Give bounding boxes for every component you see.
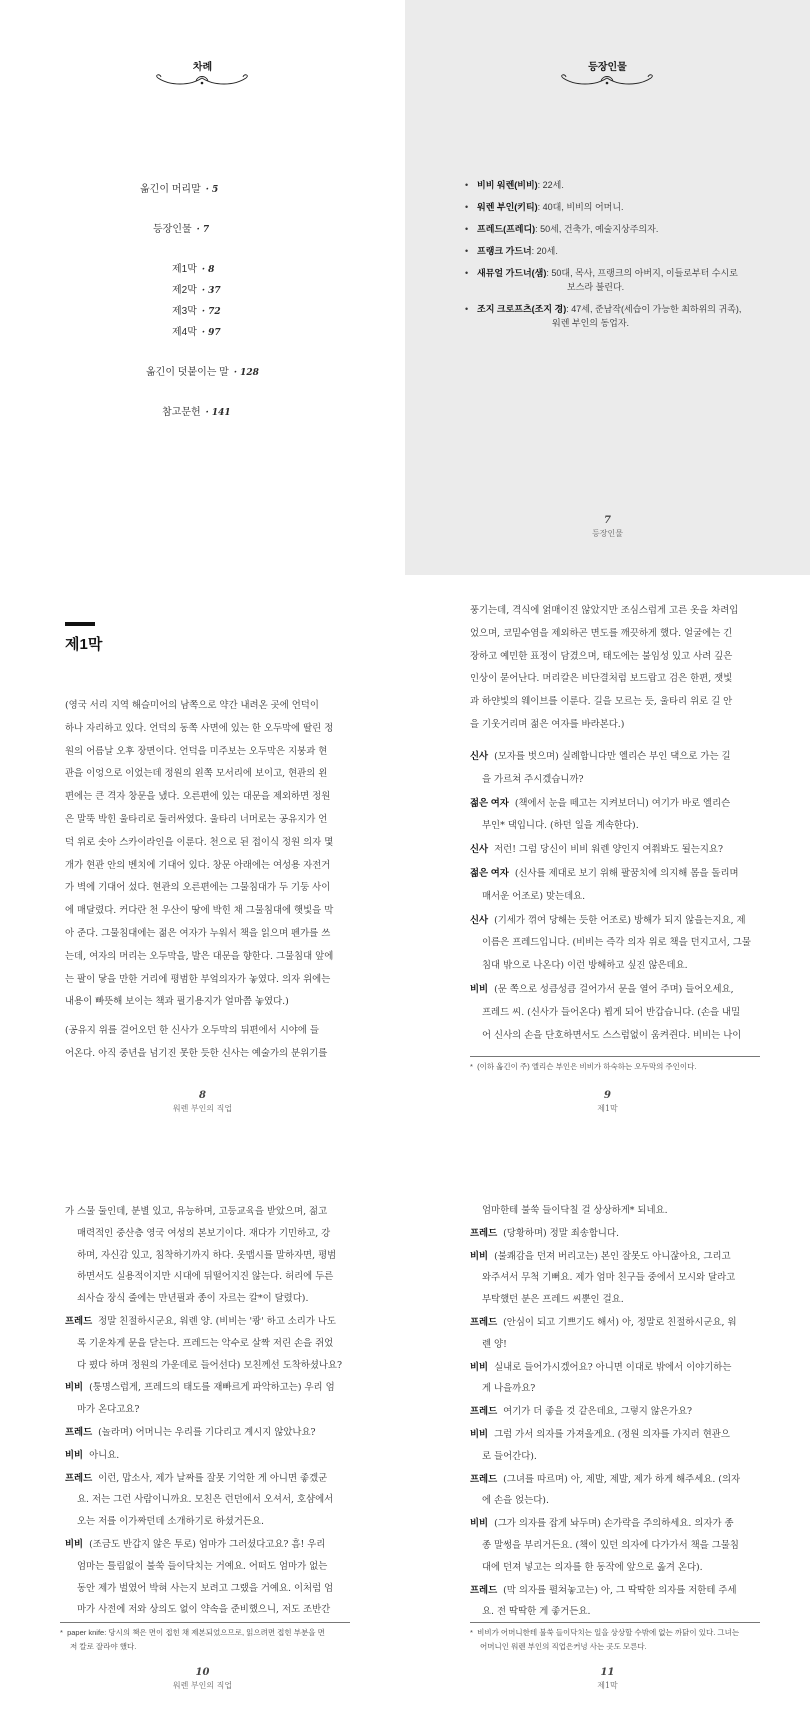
character-list (465, 178, 765, 338)
speaker-name: 프레드 (470, 1472, 498, 1484)
character-entry (465, 178, 765, 192)
toc-entry-page: · 37 (201, 286, 221, 296)
bullet-icon: • (465, 246, 469, 256)
dialogue-line (470, 1601, 760, 1623)
footnote (60, 1626, 355, 1654)
footnote-text: (이하 옮긴이 주) 엘리슨 부인은 비비가 하숙하는 오두막의 주인이다. (477, 1062, 697, 1071)
text-line: 는 팔이 닿을 만한 거리에 평범한 부엌의자가 놓였다. 의자 위에는 (65, 973, 331, 985)
text-line: 은 말뚝 박힌 울타리로 둘러싸였다. 울타리 너머로는 공유지가 언 (65, 813, 328, 825)
text-line: 개가 현관 안의 벤치에 기대어 있다. 창문 아래에는 여성용 자전거 (65, 859, 331, 871)
dialogue-line (65, 1245, 350, 1267)
character-name: 조지 크로프츠(조지 경) (477, 304, 567, 314)
toc-entry-label: 옮긴이 덧붙이는 말 (146, 367, 229, 378)
dialogue-line (65, 1556, 350, 1578)
dialogue-text: 쇠사슬 장식 줄에는 만년필과 종이 자르는 칼*이 달렸다). (77, 1293, 309, 1305)
dialogue-line (470, 1579, 760, 1602)
dialogue-line (65, 1533, 350, 1556)
character-entry (465, 200, 765, 214)
character-desc-cont: 보스라 불린다. (567, 282, 625, 292)
page-number: 7 (604, 515, 611, 526)
dialogue-text: 가 스물 둘인데, 분별 있고, 유능하며, 고등교육을 받았으며, 젊고 (65, 1206, 328, 1217)
dialogue-line (65, 1467, 350, 1490)
dialogue-text: 정말 친절하시군요, 워렌 양. (비비는 '쾅' 하고 소리가 나도 (98, 1315, 336, 1327)
character-desc: : 40대, 비비의 어머니. (537, 202, 624, 212)
act-title: 제1막 (65, 636, 103, 653)
text-line: 덕 위로 솟아 스카이라인을 이룬다. 천으로 된 접이식 정원 의자 몇 (65, 836, 334, 848)
toc-entry[interactable] (172, 323, 221, 338)
page-folio (405, 515, 810, 539)
dialogue-text: 렌 양! (482, 1338, 507, 1350)
running-title: 워렌 부인의 직업 (172, 1104, 233, 1113)
character-entry (465, 244, 765, 258)
dialogue-line (470, 1334, 760, 1356)
character-desc: : 50세, 건축가, 예술지상주의자. (535, 224, 659, 234)
dialogue-text: 이름은 프레드입니다. (비비는 즉각 의자 위로 책을 던지고서, 그물 (482, 937, 751, 949)
text-line: (공유지 위를 걸어오던 한 신사가 오두막의 뒤편에서 시야에 들 (65, 1025, 319, 1036)
dialogue-line (470, 1468, 760, 1491)
ornament-divider-icon (150, 72, 255, 90)
dialogue-text: (그가 의자를 잡게 놔두며) 손가락을 주의하세요. 의자가 종 (494, 1518, 734, 1530)
text-line: 장하고 예민한 표정이 담겼으며, 태도에는 불임성 있고 사려 깊은 (470, 650, 733, 662)
dialogue-line (470, 1446, 760, 1468)
page-number: 10 (195, 1667, 210, 1678)
dialogue-text: 게 나을까요? (482, 1383, 536, 1395)
page-number: 9 (604, 1090, 611, 1101)
text-line: 원의 어름날 오후 장면이다. 언덕을 미주보는 오두막은 지붕과 현 (65, 745, 328, 757)
dialogue-line (470, 838, 760, 862)
bullet-icon: • (465, 180, 469, 190)
speaker-name: 신사 (470, 913, 489, 925)
toc-entry[interactable] (172, 260, 214, 275)
running-title: 등장인물 (592, 529, 623, 538)
speaker-name: 프레드 (470, 1315, 498, 1327)
bullet-icon: • (465, 268, 469, 278)
bullet-icon: • (465, 224, 469, 234)
dialogue-line (470, 1557, 760, 1579)
text-line: 관을 이엉으로 이었는데 정원의 왼쪽 모서리에 보이고, 현관의 왼 (65, 768, 328, 780)
dialogue-line (65, 1288, 350, 1310)
text-line: 과 하얀빛의 웨이브를 이룬다. 길을 모르는 듯, 울타리 위로 길 안 (470, 696, 733, 708)
dialogue-text: 동안 제가 벌였어 박혀 사는지 보려고 그랬을 거예요. 이처럼 엄 (77, 1582, 334, 1594)
dialogue-block (470, 1200, 760, 1623)
speaker-name: 비비 (470, 1360, 489, 1372)
running-title: 제1막 (597, 1681, 618, 1690)
page-number: 8 (199, 1090, 206, 1101)
page-folio (0, 1090, 405, 1114)
dialogue-text: 침대 밖으로 나온다) 이런 방해하고 싶진 않은데요. (482, 960, 688, 972)
dialogue-line (470, 978, 760, 1002)
dialogue-text: 오는 저를 이가짜던데 소개하기로 하셨거든요. (77, 1516, 264, 1528)
dialogue-text: 다 폈다 하며 정원의 가운데로 들어선다) 모친께선 도착하셨나요? (77, 1359, 343, 1371)
dialogue-text: (당황하며) 정말 죄송합니다. (503, 1227, 620, 1239)
stage-direction-block (65, 695, 350, 1014)
stage-direction-block (65, 1020, 350, 1066)
character-name: 프랭크 가드너 (477, 246, 532, 256)
dialogue-text: 하며, 자신감 있고, 침착하기까지 하다. 옷맵시를 말하자면, 평범 (77, 1249, 337, 1261)
dialogue-text: 이런, 맙소사, 제가 날짜를 잘못 기억한 게 아니면 좋겠군 (98, 1472, 328, 1484)
dialogue-text: (막 의자를 펼쳐놓고는) 아, 그 딱딱한 의자를 저한테 주세 (503, 1584, 737, 1596)
toc-entry-page: · 97 (201, 328, 221, 338)
dialogue-line (65, 1444, 350, 1467)
dialogue-line (470, 1245, 760, 1268)
dialogue-text: 마가 온다고요? (77, 1404, 140, 1416)
footnote-text: 저 칼로 잘라야 했다. (70, 1642, 137, 1651)
footnote-rule (470, 1622, 760, 1623)
dialogue-text: (그녀를 따르며) 아, 제발, 제발, 제가 하게 해주세요. (의자 (503, 1473, 741, 1485)
toc-entry-label: 제2막 (172, 285, 197, 296)
dialogue-line (65, 1599, 350, 1621)
speaker-name: 신사 (470, 843, 489, 855)
dialogue-line (65, 1376, 350, 1399)
text-line: 었으며, 코밑수염을 제외하곤 면도를 깨끗하게 했다. 얼굴에는 긴 (470, 627, 733, 639)
character-entry (465, 302, 765, 330)
page-folio (405, 1090, 810, 1114)
text-line: 내용이 빠뜻해 보이는 책과 필기용지가 얼마쯤 놓였다.) (65, 996, 289, 1008)
text-line: 가 벽에 기대어 섰다. 현관의 오른편에는 그물침대가 두 기둥 사이 (65, 882, 331, 894)
dialogue-text: 부탁했던 분은 프레드 씨뿐인 걸요. (482, 1294, 624, 1306)
dialogue-text: 요. 저는 그런 사람이니까요. 모친은 런던에서 오셔서, 호샴에서 (77, 1494, 334, 1506)
toc-entry[interactable] (172, 281, 221, 296)
speaker-name: 프레드 (65, 1471, 93, 1483)
dialogue-line (65, 1333, 350, 1355)
running-title: 워렌 부인의 직업 (172, 1681, 233, 1690)
text-line: 에 매달렸다. 커다란 천 우산이 땅에 박힌 채 그물침대에 햇빛을 막 (65, 905, 334, 917)
dialogue-text: 여기가 더 좋을 것 같은데요, 그렇지 않은가요? (503, 1406, 693, 1418)
speaker-name: 비비 (65, 1537, 84, 1549)
dialogue-line (65, 1399, 350, 1421)
running-title: 제1막 (597, 1104, 618, 1113)
ornament-divider-icon (555, 72, 660, 90)
dialogue-text: (불쾌감을 던져 버리고는) 본인 잘못도 아니잖아요, 그리고 (494, 1250, 731, 1262)
text-line: 어온다. 아직 중년을 넘기진 못한 듯한 신사는 예술가의 분위기를 (65, 1047, 328, 1059)
toc-entry-label: 제1막 (172, 264, 197, 275)
character-name: 프레드(프레디) (477, 224, 536, 234)
dialogue-line (470, 1222, 760, 1245)
dialogue-text: (안심이 되고 기쁘기도 해서) 아, 정말로 친절하시군요, 워 (503, 1316, 737, 1328)
toc-entry-page: · 8 (201, 265, 215, 275)
act-marker-bar (65, 622, 95, 626)
toc-entry-page: · 128 (233, 368, 259, 378)
dialogue-block (470, 745, 760, 1047)
dialogue-text: 프레드 씨. (신사가 들어온다) 뵙게 되어 반갑습니다. (손을 내밀 (482, 1006, 741, 1018)
dialogue-line (470, 1289, 760, 1311)
toc-title: 차례 (192, 62, 213, 73)
dialogue-line (470, 1490, 760, 1512)
toc-entry-label: 등장인물 (153, 224, 192, 235)
text-line: 을 기웃거리며 젊은 여자를 바라본다.) (470, 718, 625, 730)
dialogue-text: (문 쪽으로 성큼성큼 걸어가서 문을 열어 주며) 들어오세요, (494, 983, 734, 995)
dialogue-text: (퉁명스럽게, 프레드의 태도를 재빠르게 파악하고는) 우리 엄 (89, 1382, 335, 1394)
footnote-rule (470, 1056, 760, 1057)
footnote-mark: * (60, 1628, 63, 1637)
dialogue-text: 와주셔서 무척 기뻐요. 제가 엄마 친구들 중에서 모시와 달라고 (482, 1272, 736, 1284)
dialogue-line (65, 1578, 350, 1600)
toc-entry-label: 참고문헌 (162, 407, 201, 418)
speaker-name: 프레드 (65, 1425, 93, 1437)
speaker-name: 프레드 (470, 1405, 498, 1417)
speaker-name: 프레드 (470, 1583, 498, 1595)
dialogue-text: 에 손을 얹는다). (482, 1495, 549, 1507)
dialogue-text: 요. 전 딱딱한 게 좋거든요. (482, 1606, 591, 1618)
dialogue-line (470, 745, 760, 769)
speaker-name: 비비 (65, 1381, 84, 1393)
character-desc-cont: 워렌 부인의 동업자. (552, 318, 630, 328)
dialogue-text: 대에 던져 넣고는 의자를 한 동작에 앞으로 옮겨 온다). (482, 1561, 703, 1573)
text-line: 풍기는데, 격식에 얽매이진 않았지만 조심스럽게 고른 옷을 차려입 (470, 605, 739, 616)
toc-entry[interactable] (162, 403, 231, 418)
dialogue-text: (조금도 반갑지 않은 투로) 엄마가 그러셨다고요? 흠! 우리 (89, 1538, 326, 1550)
character-name: 새뮤얼 가드너(샘) (477, 268, 547, 278)
dialogue-text: 매서운 어조로) 맞는데요. (482, 890, 586, 902)
character-desc: : 50대, 목사, 프랭크의 아버지, 이들로부터 수시로 (546, 268, 738, 278)
dialogue-line (470, 1535, 760, 1557)
page-folio (405, 1667, 810, 1691)
speaker-name: 프레드 (65, 1314, 93, 1326)
dialogue-line (470, 1423, 760, 1446)
dialogue-text: (기세가 꺾여 당해는 듯한 어조로) 방해가 되지 않을는지요, 제 (494, 914, 746, 926)
dialogue-line (65, 1511, 350, 1533)
characters-title: 등장인물 (588, 62, 627, 73)
page-folio (0, 1667, 405, 1691)
speaker-name: 젊은 여자 (470, 796, 509, 808)
dialogue-line (470, 1311, 760, 1334)
dialogue-text: 마가 사전에 저와 상의도 없이 약속을 준비했으니, 저도 조반간 (77, 1604, 331, 1616)
dialogue-text: (모자를 벗으며) 실례합니다만 엘리슨 부인 댁으로 가는 길 (494, 751, 731, 762)
text-line: 는데, 여자의 머리는 오두막을, 발은 대문을 향한다. 그물침대 앞에 (65, 950, 334, 962)
dialogue-line (470, 1400, 760, 1423)
footnote-text: paper knife: 당시의 책은 면이 접힌 채 제본되었으므로, 읽으려면 접힌 부분을 면 (67, 1628, 325, 1637)
dialogue-text: 실내로 들어가시겠어요? 아니면 이대로 밖에서 이야기하는 (494, 1361, 732, 1373)
dialogue-text: 종 말썽을 부리거든요. (책이 있던 의자에 다가가서 책을 그물침 (482, 1539, 739, 1551)
dialogue-line (470, 862, 760, 886)
text-line: 아 준다. 그물침대에는 젊은 여자가 누워서 책을 읽으며 펜가를 쓰 (65, 927, 331, 939)
toc-entry-label: 제4막 (172, 327, 197, 338)
dialogue-line (470, 1200, 760, 1222)
character-desc: : 20세. (531, 246, 558, 256)
bullet-icon: • (465, 304, 469, 314)
toc-entry[interactable] (153, 220, 209, 235)
footnote-mark: * (470, 1628, 473, 1637)
toc-entry-page: · 7 (196, 225, 210, 235)
dialogue-line (470, 1267, 760, 1289)
text-line: 하나 자리하고 있다. 언덕의 동쪽 사면에 있는 한 오두막에 딸린 정 (65, 722, 334, 734)
dialogue-text: 어 신사의 손을 단호하면서도 스스럼없이 움켜쥔다. 비비는 나이 (482, 1029, 742, 1041)
bullet-icon: • (465, 202, 469, 212)
dialogue-text: (신사를 제대로 보기 위해 팔꿈치에 의지해 몸을 돌리며 (514, 867, 739, 879)
dialogue-line (65, 1223, 350, 1245)
speaker-name: 비비 (470, 1427, 489, 1439)
dialogue-line (470, 1378, 760, 1400)
dialogue-line (65, 1310, 350, 1333)
character-entry (465, 266, 765, 294)
dialogue-text: 을 가르쳐 주시겠습니까? (482, 773, 584, 785)
toc-entry-label: 제3막 (172, 306, 197, 317)
text-line: (영국 서리 지역 해슬미어의 남쪽으로 약간 내려온 곳에 언덕이 (65, 700, 319, 711)
toc-page (0, 0, 405, 575)
dialogue-text: 저런! 그럼 당신이 비비 워렌 양인지 여쭤봐도 될는지요? (494, 844, 723, 856)
dialogue-line (65, 1421, 350, 1444)
dialogue-text: 로 들어간다). (482, 1450, 537, 1462)
dialogue-line (65, 1489, 350, 1511)
speaker-name: 비비 (470, 1517, 489, 1529)
dialogue-text: 아니요. (89, 1449, 120, 1461)
dialogue-line (470, 1512, 760, 1535)
speaker-name: 비비 (470, 1249, 489, 1261)
dialogue-block (65, 1200, 350, 1621)
character-name: 비비 워렌(비비) (477, 180, 538, 190)
dialogue-line (65, 1266, 350, 1288)
toc-entry[interactable] (140, 180, 218, 195)
footnote-mark: * (470, 1062, 473, 1071)
toc-entry-label: 옮긴이 머리말 (140, 184, 201, 195)
speaker-name: 젊은 여자 (470, 866, 509, 878)
speaker-name: 비비 (65, 1448, 84, 1460)
dialogue-text: 엄마한테 불쑥 들이닥칠 걸 상상하게* 되네요. (482, 1205, 668, 1216)
dialogue-text: (책에서 눈을 떼고는 지켜보더니) 여기가 바로 엘리슨 (514, 797, 731, 809)
dialogue-text: 매력적인 중산층 영국 여성의 본보기이다. 재다가 기민하고, 강 (77, 1227, 331, 1239)
dialogue-line (470, 792, 760, 816)
dialogue-text: 하면서도 실용적이지만 시대에 뒤떨어지진 않는다. 허리에 두른 (77, 1271, 334, 1283)
dialogue-text: 부인* 댁입니다. (하던 일을 계속한다). (482, 820, 639, 832)
speaker-name: 비비 (470, 982, 489, 994)
toc-entry[interactable] (146, 363, 259, 378)
footnote-rule (60, 1622, 350, 1623)
character-entry (465, 222, 765, 236)
text-line: 인상이 묻어난다. 머리칼은 비단결처럼 보드랍고 검은 한편, 잿빛 (470, 673, 733, 685)
toc-entry-page: · 5 (205, 185, 219, 195)
speaker-name: 신사 (470, 750, 489, 761)
footnote (470, 1060, 760, 1074)
footnote (470, 1626, 770, 1654)
dialogue-line (65, 1355, 350, 1377)
footnote-text: 비비가 어머니한테 불쑥 들이닥치는 일을 상상할 수밖에 없는 까닭이 있다. 그녀는 (477, 1628, 740, 1637)
page-number: 11 (600, 1667, 615, 1678)
dialogue-line (470, 909, 760, 933)
dialogue-text: (놀라며) 어머니는 우리를 기다리고 계시지 않았나요? (98, 1426, 316, 1438)
toc-entry[interactable] (172, 302, 221, 317)
speaker-name: 프레드 (470, 1226, 498, 1238)
toc-entry-page: · 141 (205, 408, 231, 418)
dialogue-line (65, 1200, 350, 1223)
dialogue-text: 엄마는 틀림없이 불쑥 들이닥치는 거예요. 어떠도 엄마가 없는 (77, 1560, 328, 1572)
stage-direction-block (470, 600, 760, 737)
dialogue-line (470, 1356, 760, 1379)
character-name: 워렌 부인(키티) (477, 202, 538, 212)
character-desc: : 47세, 준남작(세습이 가능한 최하위의 귀족), (566, 304, 742, 314)
toc-entry-page: · 72 (201, 307, 221, 317)
footnote-text: 어머니인 워렌 부인의 직업은커녕 사는 곳도 모른다. (480, 1642, 647, 1651)
character-desc: : 22세. (537, 180, 564, 190)
text-line: 편에는 큰 격자 창문을 냈다. 오른편에 있는 대문을 제외하면 정원 (65, 791, 331, 803)
dialogue-text: 록 기운차게 문을 닫는다. 프레드는 악수로 살짝 저린 손을 쥐었 (77, 1337, 334, 1349)
dialogue-text: 그럼 가서 의자를 가져올게요. (정원 의자를 가지러 현관으 (494, 1428, 730, 1440)
